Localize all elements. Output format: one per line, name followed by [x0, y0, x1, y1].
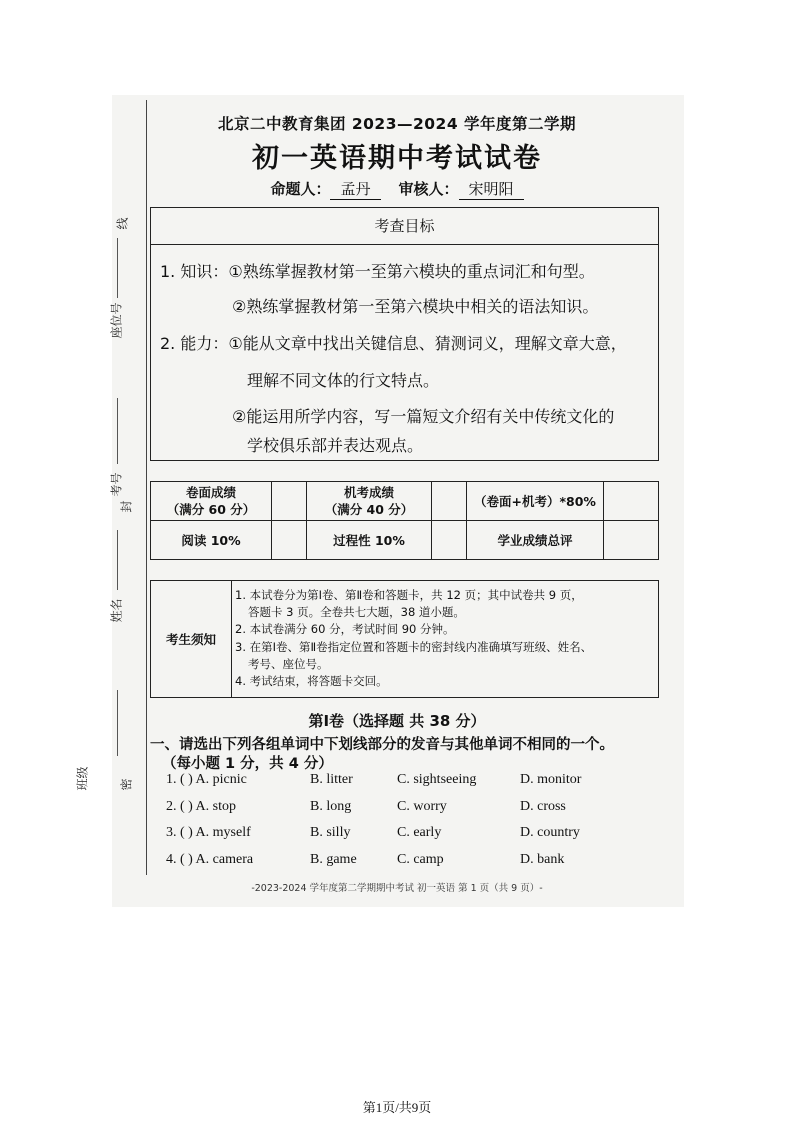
question-number: 3. ( ) A. myself [166, 825, 251, 840]
authors-line [0, 178, 794, 200]
process-input[interactable] [432, 521, 467, 560]
paper-score-full: （满分 60 分） [166, 502, 256, 517]
seal-label: 封 [119, 500, 134, 513]
score-table [150, 481, 659, 560]
paper-score-input[interactable] [272, 482, 307, 521]
formula-input[interactable] [604, 482, 659, 521]
notice-item: 3. 在第Ⅰ卷、第Ⅱ卷指定位置和答题卡的密封线内准确填写班级、姓名、 [235, 639, 593, 654]
author-label: 命题人： [270, 180, 331, 198]
paper-score-label: 卷面成绩 [185, 485, 236, 500]
option-b: B. long [310, 799, 352, 814]
overall-cell: 学业成绩总评 [467, 521, 604, 560]
machine-score-input[interactable] [432, 482, 467, 521]
notice-item: 1. 本试卷分为第Ⅰ卷、第Ⅱ卷和答题卡，共 12 页；其中试卷共 9 页， [235, 588, 583, 602]
goals-heading: 考查目标 [151, 208, 658, 245]
option-c: C. camp [397, 852, 444, 867]
process-cell: 过程性 10% [307, 521, 432, 560]
option-c: C. worry [397, 799, 447, 814]
option-d: D. bank [520, 852, 565, 867]
option-b: B. game [310, 852, 357, 867]
option-d: D. cross [520, 799, 566, 814]
goal-line: 理解不同文体的行文特点。 [247, 371, 440, 390]
reviewer-name: 宋明阳 [459, 178, 524, 200]
machine-score-label: 机考成绩 [343, 485, 394, 500]
option-b: B. silly [310, 825, 351, 840]
goal-line: ②熟练掌握教材第一至第六模块中相关的语法知识。 [232, 297, 599, 316]
notice-label: 考生须知 [151, 581, 232, 697]
notice-item: 4. 考试结束，将答题卡交回。 [235, 674, 388, 689]
question-one-note: （每小题 1 分，共 4 分） [162, 756, 333, 772]
question-number: 2. ( ) A. stop [166, 799, 236, 814]
option-c: C. sightseeing [397, 772, 477, 787]
formula-cell: （卷面+机考）*80% [467, 482, 604, 521]
reviewer-label: 审核人： [398, 180, 459, 198]
paper-score-cell [151, 482, 272, 521]
notice-list [235, 587, 650, 690]
notice-item: 答题卡 3 页。全卷共七大题，38 道小题。 [248, 605, 465, 620]
option-b: B. litter [310, 772, 353, 787]
notice-box [150, 580, 659, 698]
reading-input[interactable] [272, 521, 307, 560]
school-heading: 北京二中教育集团 2023—2024 学年度第二学期 [217, 115, 577, 133]
page-footer: -2023-2024 学年度第二学期期中考试 初一英语 第 1 页（共 9 页）- [251, 883, 543, 894]
exam-title: 初一英语期中考试试卷 [252, 143, 542, 174]
name-rule [117, 530, 118, 590]
machine-score-cell [307, 482, 432, 521]
option-c: C. early [397, 825, 442, 840]
reading-cell: 阅读 10% [151, 521, 272, 560]
part-one-title: 第Ⅰ卷（选择题 共 38 分） [308, 712, 486, 730]
exam-number-label: 考号 [109, 472, 124, 497]
seat-number-rule [117, 238, 118, 298]
page-indicator: 第1页/共9页 [362, 1100, 432, 1115]
goal-line: 2. 能力：①能从文章中找出关键信息、猜测词义，理解文章大意， [160, 334, 627, 353]
goal-line: 学校俱乐部并表达观点。 [247, 436, 424, 455]
name-label: 姓名 [109, 598, 124, 623]
option-d: D. country [520, 825, 580, 840]
goal-line: 1. 知识：①熟练掌握教材第一至第六模块的重点词汇和句型。 [160, 262, 595, 281]
option-d: D. monitor [520, 772, 582, 787]
notice-item: 2. 本试卷满分 60 分，考试时间 90 分钟。 [235, 622, 455, 637]
notice-item: 考号、座位号。 [248, 656, 329, 671]
exam-number-rule [117, 398, 118, 464]
goal-line: ②能运用所学内容，写一篇短文介绍有关中传统文化的 [232, 407, 615, 426]
question-number: 4. ( ) A. camera [166, 852, 254, 867]
overall-input[interactable] [604, 521, 659, 560]
binding-line [146, 100, 147, 875]
seat-number-label: 座位号 [109, 302, 124, 339]
question-number: 1. ( ) A. picnic [166, 772, 247, 787]
goals-box [150, 207, 659, 461]
binding-line-label: 线 [115, 217, 130, 230]
class-label: 班级 [75, 766, 90, 791]
author-name: 孟丹 [330, 178, 380, 200]
machine-score-full: （满分 40 分） [324, 502, 414, 517]
question-one-title: 一、请选出下列各组单词中下划线部分的发音与其他单词不相同的一个。 [150, 737, 614, 753]
secret-label: 密 [119, 778, 134, 791]
